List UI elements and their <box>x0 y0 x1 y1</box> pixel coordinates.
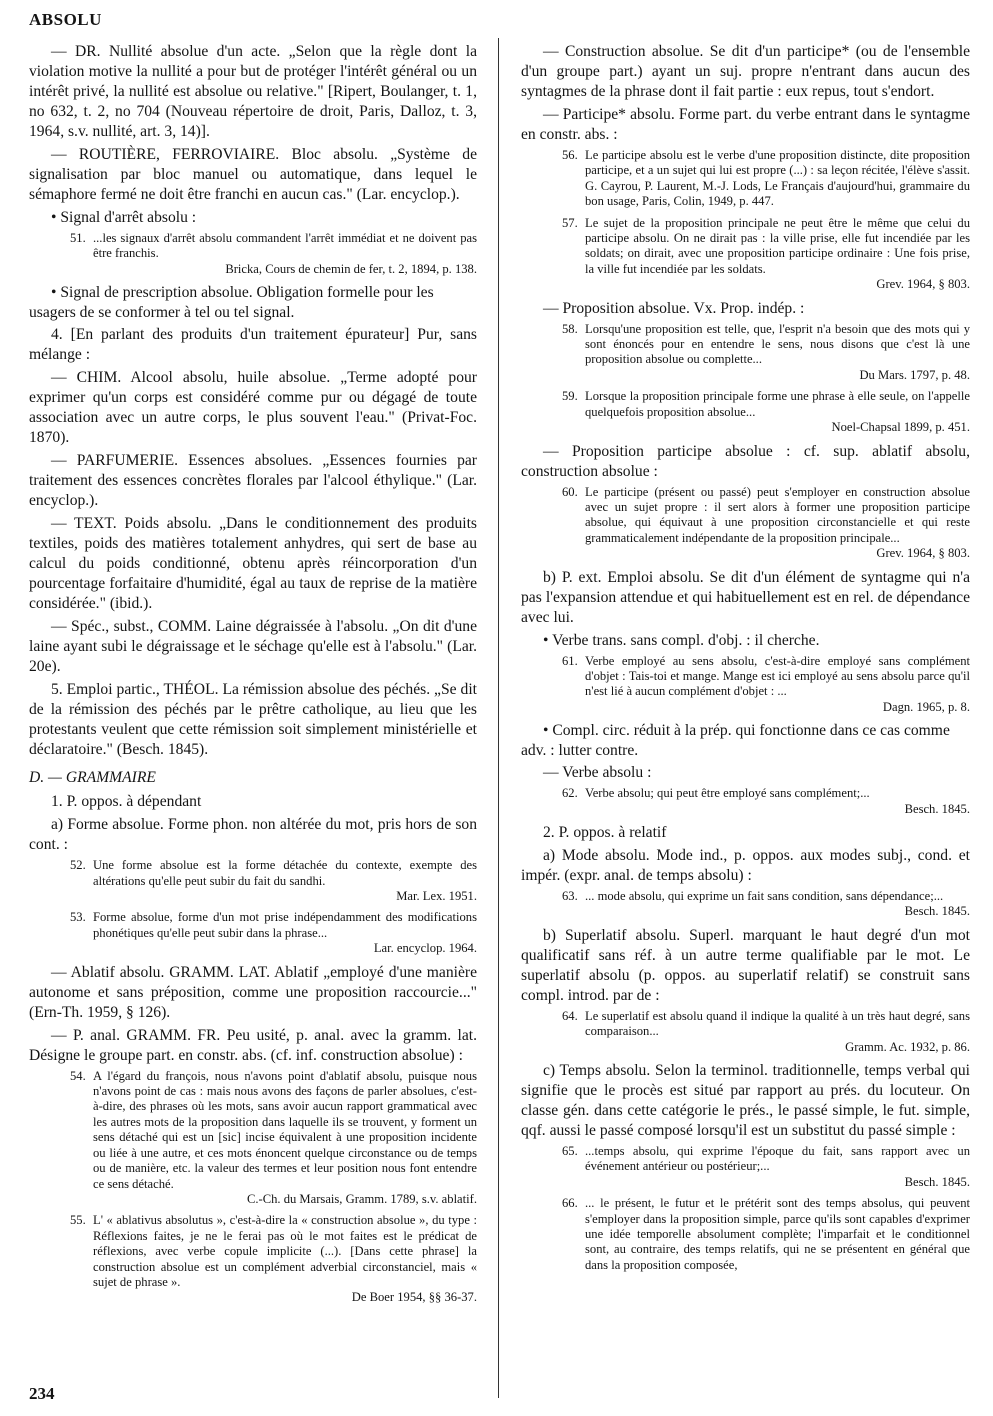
running-head: ABSOLU <box>29 10 102 29</box>
definition-paragraph: 5. Emploi partic., THÉOL. La rémission absolue des péchés. „Se dit de la rémission des péchés par le prêtre catholique, au lieu que les protestants veulent que cette rémission soit simplement ministérielle et déclaratoire." (Besch. 1845). <box>29 681 477 759</box>
citation-number: 65. <box>562 1144 578 1158</box>
citation-65 <box>562 1144 970 1190</box>
citation-53 <box>70 910 477 956</box>
citation-text: Le superlatif est absolu quand il indique la qualité à un très haut degré, sans comparaison... <box>585 1008 970 1039</box>
definition-paragraph: a) Forme absolue. Forme phon. non altérée du mot, pris hors de son cont. : <box>29 816 477 854</box>
definition-paragraph: — Participe* absolu. Forme part. du verbe entrant dans le syntagme en constr. abs. : <box>521 106 970 143</box>
definition-paragraph: — Ablatif absolu. GRAMM. LAT. Ablatif „employé d'une manière autonome et sans préposition, comme une proposition raccourcie..." (Ern-Th. 1959, § 126). <box>29 963 477 1021</box>
citation-number: 58. <box>562 321 578 336</box>
definition-paragraph: b) Superlatif absolu. Superl. marquant le haut degré d'un mot qualificatif sans réf. à un autre terme qualifiable par le mot. Le superlatif absolu (p. oppos. au superlatif relatif) se construit sans compl. introd. par de : <box>521 926 970 1004</box>
definition-paragraph: — PARFUMERIE. Essences absolues. „Essences fournies par traitement des essences concrètes florales par l'alcool éthylique." (Lar. encyclop.). <box>29 452 477 510</box>
citation-number: 56. <box>562 148 578 162</box>
citation-56 <box>562 148 970 210</box>
citation-text: L' « ablativus absolutus », c'est-à-dire la « construction absolue », du type : Réflexions faites, je ne le ferai pas où le mot faites est le prédicat de réflexions, avec verbe copule implicite (...). [Dans cette phrase] la construction absolue est un complément adverbial circonstanciel, mais « sujet de phrase ». <box>93 1213 477 1289</box>
citation-source: Gramm. Ac. 1932, p. 86. <box>845 1039 970 1054</box>
definition-paragraph: — Verbe absolu : <box>543 764 652 782</box>
citation-source: Noel-Chapsal 1899, p. 451. <box>831 420 970 435</box>
definition-paragraph: 2. P. oppos. à relatif <box>543 823 667 841</box>
citation-text: ... le présent, le futur et le prétérit sont des temps absolus, qui peuvent s'employer dans la proposition simple, parce qu'ils sont capables d'exprimer une idée temporelle absolument complète; l'imparfait et le conditionnel sont, au contraire, des temps relatifs, qui ne se présentent en général que dans la proposition composée, <box>585 1196 970 1272</box>
citation-63 <box>562 888 970 920</box>
citation-source: Grev. 1964, § 803. <box>876 277 970 292</box>
definition-paragraph: a) Mode absolu. Mode ind., p. oppos. aux modes subj., cond. et impér. (expr. anal. de temps absolu) : <box>521 846 970 884</box>
citation-source: De Boer 1954, §§ 36-37. <box>351 1290 477 1305</box>
citation-source: Du Mars. 1797, p. 48. <box>859 367 970 382</box>
citation-text: Verbe employé au sens absolu, c'est-à-dire employé sans complément d'objet : Tais-toi et mange. Mange est ici employé au sens absolu parce qu'il n'est lié à aucun complément d'objet : ... <box>585 653 970 699</box>
citation-61 <box>562 653 970 716</box>
citation-text: Verbe absolu; qui peut être employé sans complément;... <box>585 786 870 801</box>
citation-text: ...temps absolu, qui exprime l'époque du fait, sans rapport avec un événement antérieur ou postérieur;... <box>585 1144 970 1174</box>
definition-paragraph: — Proposition participe absolue : cf. sup. ablatif absolu, construction absolue : <box>521 442 970 480</box>
bullet-paragraph: • Signal d'arrêt absolu : <box>51 209 197 226</box>
citation-source: Dagn. 1965, p. 8. <box>882 699 970 714</box>
citation-text: Une forme absolue est la forme détachée du contexte, exempte des altérations qu'elle peut subir du fait du sandhi. <box>93 858 477 888</box>
definition-paragraph: 4. [En parlant des produits d'un traitement épurateur] Pur, sans mélange : <box>29 326 477 364</box>
citation-number: 55. <box>70 1213 86 1228</box>
citation-text: ... mode absolu, qui exprime un fait sans condition, sans dépendance;... <box>585 888 944 903</box>
column-rule <box>498 38 499 1398</box>
citation-number: 62. <box>562 786 578 801</box>
definition-paragraph: — DR. Nullité absolue d'un acte. „Selon que la règle dont la violation motive la nullité a pour but de protéger l'intérêt général ou un intérêt privé, la nullité est absolue ou relative." [Ripert, Boulanger, t. 1, no 632, t. 2, no 704 (Nouveau répertoire de droit, Paris, Dalloz, t. 3, 1964, s.v. nullité, art. 3, 14)]. <box>29 43 477 140</box>
citation-number: 61. <box>562 653 578 668</box>
citation-source: Besch. 1845. <box>904 904 970 919</box>
citation-text: Forme absolue, forme d'un mot prise indépendamment des modifications phonétiques qu'elle peut subir dans la phrase... <box>93 910 477 940</box>
citation-number: 60. <box>562 484 578 499</box>
citation-66 <box>562 1196 970 1273</box>
page-number: 234 <box>29 1384 55 1403</box>
section-heading: D. — GRAMMAIRE <box>29 769 156 787</box>
bullet-paragraph: • Compl. circ. réduit à la prép. qui fonctionne dans ce cas comme adv. : lutter contre. <box>521 722 950 760</box>
citation-number: 54. <box>70 1068 86 1083</box>
citation-59 <box>562 389 970 435</box>
citation-source: Bricka, Cours de chemin de fer, t. 2, 1894, p. 138. <box>225 261 477 276</box>
definition-paragraph: c) Temps absolu. Selon la terminol. traditionnelle, temps verbal qui signifie que le procès est situé par rapport au prés. du locuteur. On classe gén. dans cette catégorie le prés., le passé simple, le fut. simple, qqf. aussi le passé composé lorsqu'il est un substitut du passé simple : <box>521 1062 970 1139</box>
citation-source: C.-Ch. du Marsais, Gramm. 1789, s.v. ablatif. <box>246 1191 477 1206</box>
definition-paragraph: — Construction absolue. Se dit d'un participe* (ou de l'ensemble d'un groupe part.) ayant un suj. propre n'entrant dans aucun des syntagmes de la phrase dont il fait partie : eux repus, tout s'endort. <box>521 43 970 100</box>
citation-52 <box>70 858 477 904</box>
citation-source: Mar. Lex. 1951. <box>396 889 477 904</box>
definition-paragraph: — TEXT. Poids absolu. „Dans le conditionnement des produits textiles, poids des matières totalement anhydres, qui sert de base au calcul du poids conditionné, obtenu après réincorporation d'un pourcentage forfaitaire d'humidité, égal au taux de reprise de la matière considérée." (ibid.). <box>29 515 477 613</box>
citation-number: 63. <box>562 888 578 903</box>
citation-58 <box>562 321 970 384</box>
citation-64 <box>562 1008 970 1055</box>
citation-55 <box>70 1213 477 1305</box>
citation-text: Lorsque la proposition principale forme une phrase à elle seule, on l'appelle quelquefois proposition absolue... <box>585 389 970 419</box>
definition-paragraph: — ROUTIÈRE, FERROVIAIRE. Bloc absolu. „Système de signalisation par bloc manuel ou automatique, dans lequel le sémaphore fermé ne doit être franchi en aucun cas." (Lar. encyclop.). <box>29 146 477 203</box>
citation-source: Grev. 1964, § 803. <box>876 546 970 561</box>
right-column <box>521 42 970 1279</box>
left-column <box>29 42 477 1312</box>
definition-paragraph: — P. anal. GRAMM. FR. Peu usité, p. anal. avec la gramm. lat. Désigne le groupe part. en constr. abs. (cf. inf. construction absolue) : <box>29 1026 477 1064</box>
citation-text: Le participe (présent ou passé) peut s'employer en construction absolue avec un sujet propre : il sert alors à former une proposition participe absolue, qui équivaut à une proposition circonstancielle et qui reste grammaticalement indépendante de la proposition principale... <box>585 484 970 545</box>
citation-62 <box>562 786 970 817</box>
citation-54 <box>70 1068 477 1208</box>
definition-paragraph: 1. P. oppos. à dépendant <box>51 793 202 811</box>
citation-57 <box>562 215 970 293</box>
citation-51 <box>70 231 477 277</box>
citation-number: 52. <box>70 858 86 873</box>
definition-paragraph: b) P. ext. Emploi absolu. Se dit d'un élément de syntagme qui n'a pas l'expansion attendue et qui habituellement est en rel. de dépendance avec lui. <box>521 568 970 626</box>
citation-source: Besch. 1845. <box>904 1174 970 1189</box>
citation-text: ...les signaux d'arrêt absolu commandent l'arrêt immédiat et ne doivent pas être franchis. <box>93 231 477 261</box>
citation-text: Le participe absolu est le verbe d'une proposition distincte, dite proposition participe, et a un sujet qui lui est propre (...) : sa leçon récitée, l'élève s'assit. G. Cayrou, P. Laurent, M.-J. Lods, Le Français d'aujourd'hui, grammaire du bon usage, Paris, Colin, 1949, p. 447. <box>585 148 970 209</box>
definition-paragraph: — CHIM. Alcool absolu, huile absolue. „Terme adopté pour exprimer qu'un corps est considéré comme pur ou dégagé de toute association avec un autre corps, le plus souvent l'eau." (Privat-Foc. 1870). <box>29 369 477 447</box>
citation-source: Besch. 1845. <box>904 801 970 816</box>
bullet-paragraph: • Verbe trans. sans compl. d'obj. : il cherche. <box>543 631 820 649</box>
bullet-paragraph: • Signal de prescription absolue. Obligation formelle pour les usagers de se conformer à tel ou tel signal. <box>29 284 434 322</box>
citation-number: 57. <box>562 215 578 230</box>
citation-text: Le sujet de la proposition principale ne peut être le même que celui du participe absolu. On ne dirait pas : la ville prise, elle fut incendiée par les soldats; on dirait, avec une proposition participe ordinaire : Une fois prise, la ville fut incendiée par les soldats. <box>585 215 970 276</box>
citation-60 <box>562 484 970 562</box>
citation-number: 53. <box>70 910 86 925</box>
definition-paragraph: — Proposition absolue. Vx. Prop. indép. : <box>543 299 805 317</box>
citation-text: Lorsqu'une proposition est telle, que, l'esprit n'a besoin que des mots qui y sont énoncés pour en entendre le sens, nous disons que c'est là une proposition absolue ou complette... <box>585 321 970 367</box>
citation-number: 66. <box>562 1196 578 1211</box>
definition-paragraph: — Spéc., subst., COMM. Laine dégraissée à l'absolu. „On dit d'une laine ayant subi le dégraissage et le séchage qu'elle est à l'absolu." (Lar. 20e). <box>29 618 477 676</box>
citation-number: 51. <box>70 231 86 245</box>
citation-text: A l'égard du françois, nous n'avons point d'ablatif absolu, puisque nous n'avons point de cas : mais nous avons des façons de parler absolues, c'est-à-dire, des phrases où les mots, sans avoir aucun rapport grammatical avec les autres mots de la proposition dans laquelle ils se trouvent, y forment un sens détaché qui est un [sic] incise équivalent à une proposition incidente ou liée à une autre, et ces mots énoncent quelque circonstance ou de temps ou de manière, etc. la valeur des termes et leur position nous font entendre ce sens détaché. <box>93 1068 477 1191</box>
citation-number: 59. <box>562 389 578 404</box>
citation-number: 64. <box>562 1008 578 1023</box>
citation-source: Lar. encyclop. 1964. <box>373 941 477 956</box>
